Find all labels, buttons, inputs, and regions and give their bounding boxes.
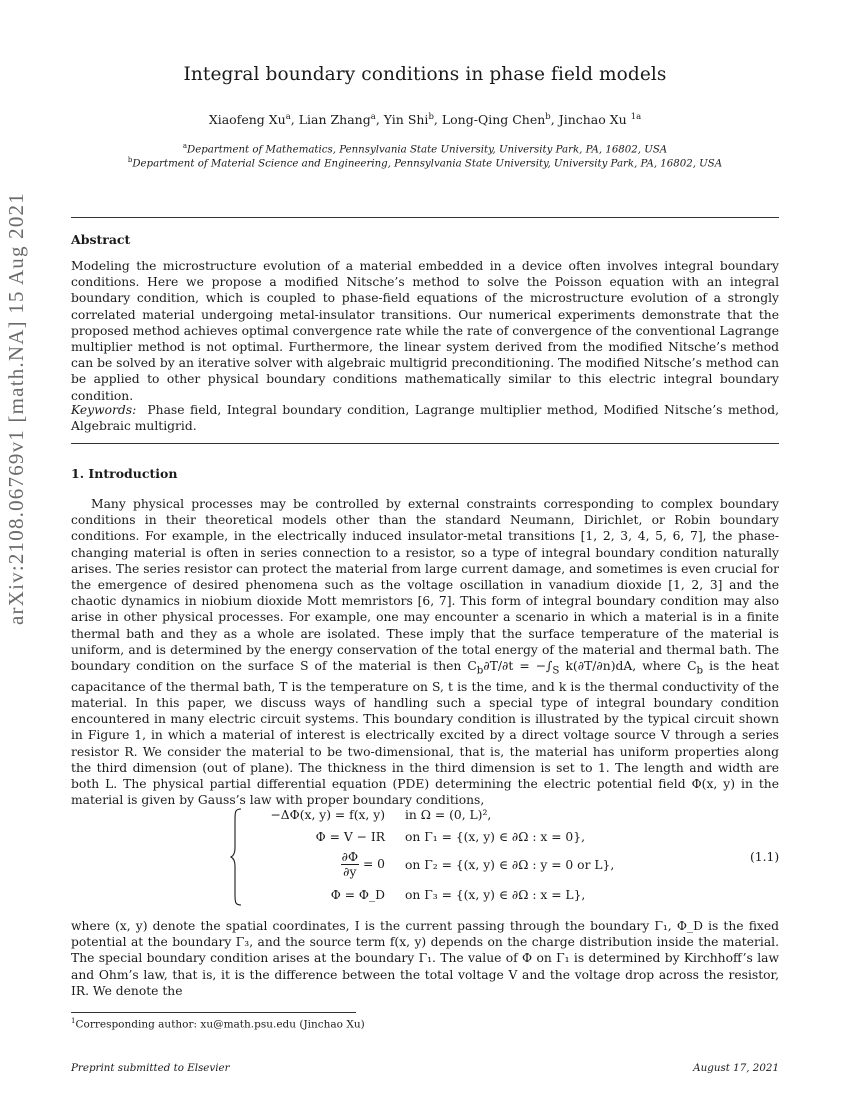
author-name: Lian Zhang — [298, 112, 371, 128]
equation-number: (1.1) — [750, 850, 780, 864]
intro-text-part: is the heat capacitance of the thermal bath, T is the temperature on S, t is the time, and k is the thermal conductivity of the material. In this paper, we discuss ways of handling such a special type of integral boundary condition encountered in many electric circuit systems. This boundary condition is illustrated by the typical circuit shown in Figure 1, in which a material of interest is electrically excited by a direct voltage source V through a series resistor R. We consider the material to be two-dimensional, that is, the material has uniform properties along the third dimension (out of plane). The thickness in the third dimension is set to 1. The length and width are both L. The physical partial differential equation (PDE) determining the electric potential field Φ(x, y) in the material is given by Gauss’s law with proper boundary conditions, — [71, 659, 780, 808]
equation-1-1 — [230, 808, 790, 908]
equation-row-rhs: in Ω = (0, L)², — [405, 808, 492, 822]
equation-row-rhs: on Γ₂ = {(x, y) ∈ ∂Ω : y = 0 or L}, — [405, 858, 615, 872]
keywords — [71, 402, 779, 434]
equation-row-lhs — [341, 850, 385, 879]
partial-fraction — [341, 850, 359, 879]
fraction-numerator: ∂Φ — [341, 850, 359, 864]
equation-row-lhs: Φ = V − IR — [315, 830, 385, 844]
footnote-text: Corresponding author: xu@math.psu.edu (Jinchao Xu) — [75, 1018, 365, 1031]
equation-row-rhs: on Γ₃ = {(x, y) ∈ ∂Ω : x = L}, — [405, 888, 586, 902]
intro-text-part: k(∂T/∂n)dA, where C — [559, 659, 697, 674]
paper-title: Integral boundary conditions in phase field models — [183, 64, 667, 85]
affiliation-mark: b — [127, 156, 133, 164]
author-name: Xiaofeng Xu — [208, 112, 286, 128]
equation-row-lhs: Φ = Φ_D — [330, 888, 385, 902]
abstract-top-rule — [71, 217, 779, 218]
intro-paragraph — [71, 496, 779, 808]
footnote-rule — [71, 1012, 356, 1013]
equation-row-lhs: −ΔΦ(x, y) = f(x, y) — [270, 808, 385, 822]
footer-preprint-note: Preprint submitted to Elsevier — [71, 1062, 230, 1074]
keywords-text: Phase field, Integral boundary condition, Lagrange multiplier method, Modified Nitsche’s method, Algebraic multigrid. — [71, 403, 779, 434]
author-list: Xiaofeng Xu$^a$, Lian Zhang$^a$, Yin Shi$^b$, Long-Qing Chen$^b$, Jinchao Xu $^{1a}$ — [208, 112, 642, 128]
subscript: S — [552, 664, 560, 677]
footer-date: August 17, 2021 — [693, 1062, 779, 1074]
footnote — [71, 1017, 365, 1031]
intro-text-part: ∂T/∂t = −∫ — [483, 659, 553, 674]
intro-text-part: Many physical processes may be controlled by external constraints corresponding to complex boundary conditions in their theoretical models other than the standard Neumann, Dirichlet, or Robin boundary conditions. For example, in the electrically induced insulator-metal transitions [1, 2, 3, 4, 5, 6, 7], the phase-changing material is often in series connection to a resistor, so a type of integral boundary condition naturally arises. The series resistor can protect the material from large current damage, and sometimes is even crucial for the emergence of desired phenomena such as the voltage oscillation in vanadium dioxide [1, 2, 3] and the chaotic dynamics in niobium dioxide Mott memristors [6, 7]. This form of integral boundary condition may also arise in other physical processes. For example, one may encounter a scenario in which a material is in a finite thermal bath and they as a whole are isolated. These imply that the surface temperature of the material is uniform, and is determined by the energy conservation of the total energy of the material and thermal bath. The boundary condition on the surface S of the material is then C — [71, 497, 779, 674]
affiliation-mark: a — [182, 142, 188, 150]
post-equation-paragraph: where (x, y) denote the spatial coordinates, I is the current passing through the boundary Γ₁, Φ_D is the fixed potential at the boundary Γ₃, and the source term f(x, y) depends on the charge distribution inside the material. The special boundary condition arises at the boundary Γ₁. The value of Φ on Γ₁ is determined by Kirchhoff’s law and Ohm’s law, that is, it is the difference between the total voltage V and the voltage drop across the resistor, IR. We denote the — [71, 919, 779, 998]
author-affil-mark: b — [545, 112, 551, 122]
subscript: b — [476, 664, 484, 677]
author-affil-mark: 1a — [630, 112, 642, 122]
fraction-denominator: ∂y — [343, 865, 357, 879]
section-heading: 1. Introduction — [71, 466, 178, 481]
subscript: b — [696, 664, 704, 677]
abstract-bottom-rule — [71, 443, 779, 444]
author-name: Long-Qing Chen — [441, 112, 546, 128]
footnote-mark: 1 — [71, 1017, 76, 1025]
author-name: Jinchao Xu — [558, 112, 627, 128]
author-affil-mark: b — [428, 112, 434, 122]
affiliation-a — [0, 142, 850, 155]
equation-brace — [230, 808, 242, 906]
affiliation-text: Department of Mathematics, Pennsylvania State University, University Park, PA, 16802, USA — [187, 144, 668, 156]
keywords-label: Keywords: — [71, 403, 137, 417]
equation-tail: = 0 — [359, 857, 385, 871]
author-name: Yin Shi — [383, 112, 429, 128]
abstract-heading: Abstract — [71, 232, 131, 247]
abstract-text: Modeling the microstructure evolution of a material embedded in a device often involves integral boundary conditions. Here we propose a modified Nitsche’s method to solve the Poisson equation with an integral boundary condition, which is coupled to phase-field equations of the microstructure evolution of a strongly correlated material undergoing metal-insulator transitions. Our numerical experiments demonstrate that the proposed method achieves optimal convergence rate while the rate of convergence of the conventional Lagrange multiplier method is not optimal. Furthermore, the linear system derived from the modified Nitsche’s method can be solved by an iterative solver with algebraic multigrid preconditioning. The modified Nitsche’s method can be applied to other physical boundary conditions mathematically similar to this electric integral boundary condition. — [71, 259, 779, 403]
affiliation-text: Department of Material Science and Engineering, Pennsylvania State University, University Park, PA, 16802, USA — [132, 158, 723, 170]
equation-row-rhs: on Γ₁ = {(x, y) ∈ ∂Ω : x = 0}, — [405, 830, 585, 844]
arxiv-side-identifier: arXiv:2108.06769v1 [math.NA] 15 Aug 2021 — [4, 192, 28, 625]
author-affil-mark: a — [285, 112, 291, 122]
author-affil-mark: a — [370, 112, 376, 122]
affiliation-b — [0, 156, 850, 169]
